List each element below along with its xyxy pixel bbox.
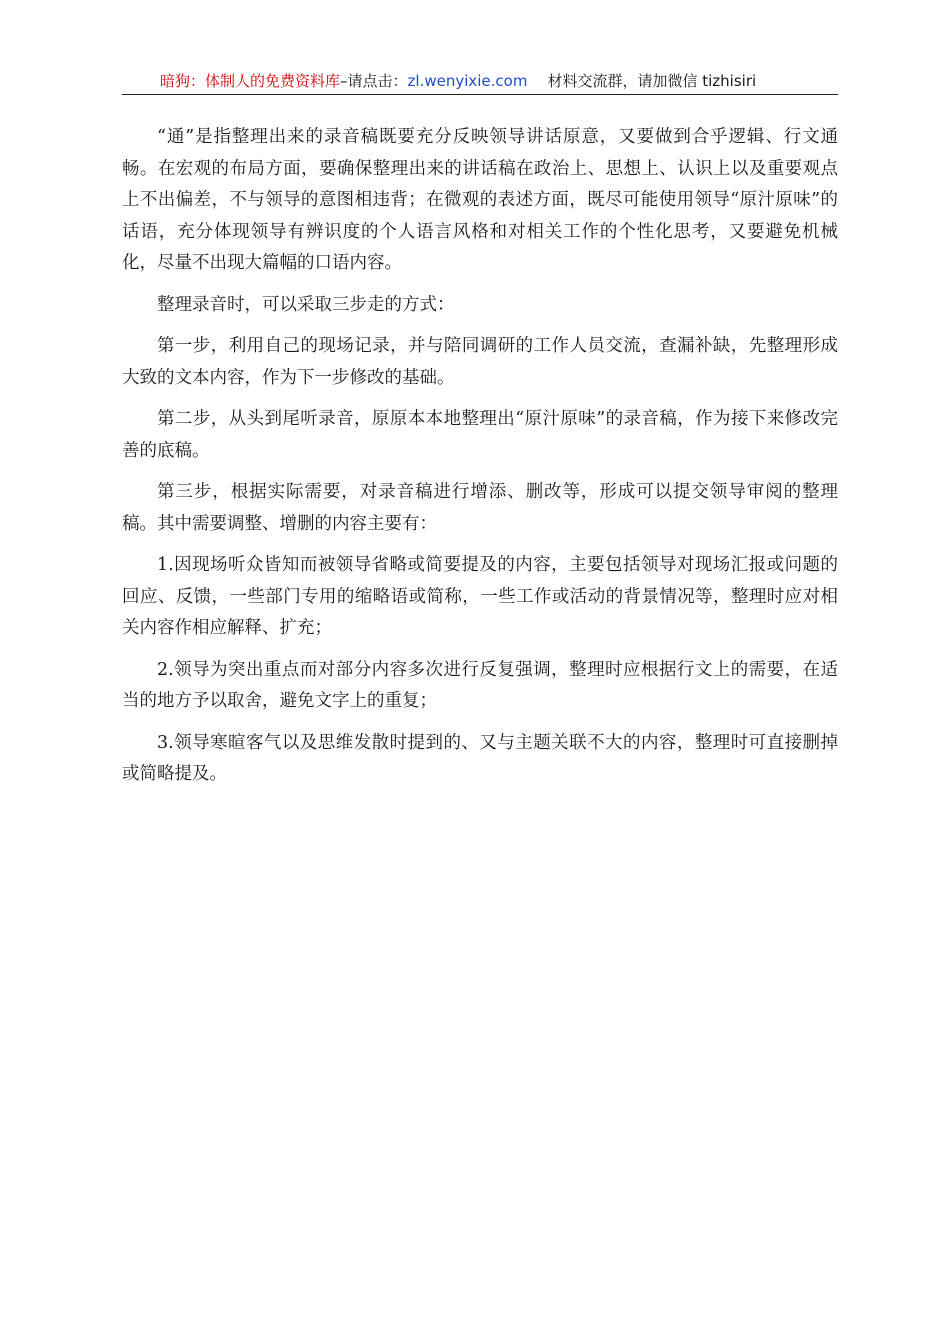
paragraph-8: 3.领导寒暄客气以及思维发散时提到的、又与主题关联不大的内容，整理时可直接删掉或简略提及。 [122, 732, 838, 784]
paragraph-2: 整理录音时，可以采取三步走的方式： [157, 294, 455, 315]
paragraph-4: 第二步，从头到尾听录音，原原本本地整理出“原汁原味”的录音稿，作为接下来修改完善的底稿。 [122, 409, 838, 461]
header-click-label: –请点击： [340, 72, 408, 90]
paragraph-6: 1.因现场听众皆知而被领导省略或简要提及的内容，主要包括领导对现场汇报或问题的回应、反馈，一些部门专用的缩略语或简称，一些工作或活动的背景情况等，整理时应对相关内容作相应解释、扩充； [122, 555, 838, 638]
paragraph-5: 第三步，根据实际需要，对录音稿进行增添、删改等，形成可以提交领导审阅的整理稿。其中需要调整、增删的内容主要有： [122, 482, 838, 534]
page-header [122, 66, 838, 95]
paragraph-7: 2.领导为突出重点而对部分内容多次进行反复强调，整理时应根据行文上的需要，在适当的地方予以取舍，避免文字上的重复； [122, 659, 838, 711]
document-body [122, 122, 838, 801]
header-site-link[interactable]: zl.wenyixie.com [407, 72, 528, 90]
header-line [160, 70, 756, 91]
header-brand: 暗狗：体制人的免费资料库 [160, 72, 341, 90]
paragraph-1: “通”是指整理出来的录音稿既要充分反映领导讲话原意，又要做到合乎逻辑、行文通畅。在宏观的布局方面，要确保整理出来的讲话稿在政治上、思想上、认识上以及重要观点上不出偏差，不与领导的意图相违背；在微观的表述方面，既尽可能使用领导“原汁原味”的话语，充分体现领导有辨识度的个人语言风格和对相关工作的个性化思考，又要避免机械化，尽量不出现大篇幅的口语内容。 [122, 127, 838, 273]
header-group-note: 材料交流群，请加微信 tizhisiri [547, 72, 757, 90]
paragraph-3: 第一步，利用自己的现场记录，并与陪同调研的工作人员交流，查漏补缺，先整理形成大致的文本内容，作为下一步修改的基础。 [122, 336, 838, 388]
